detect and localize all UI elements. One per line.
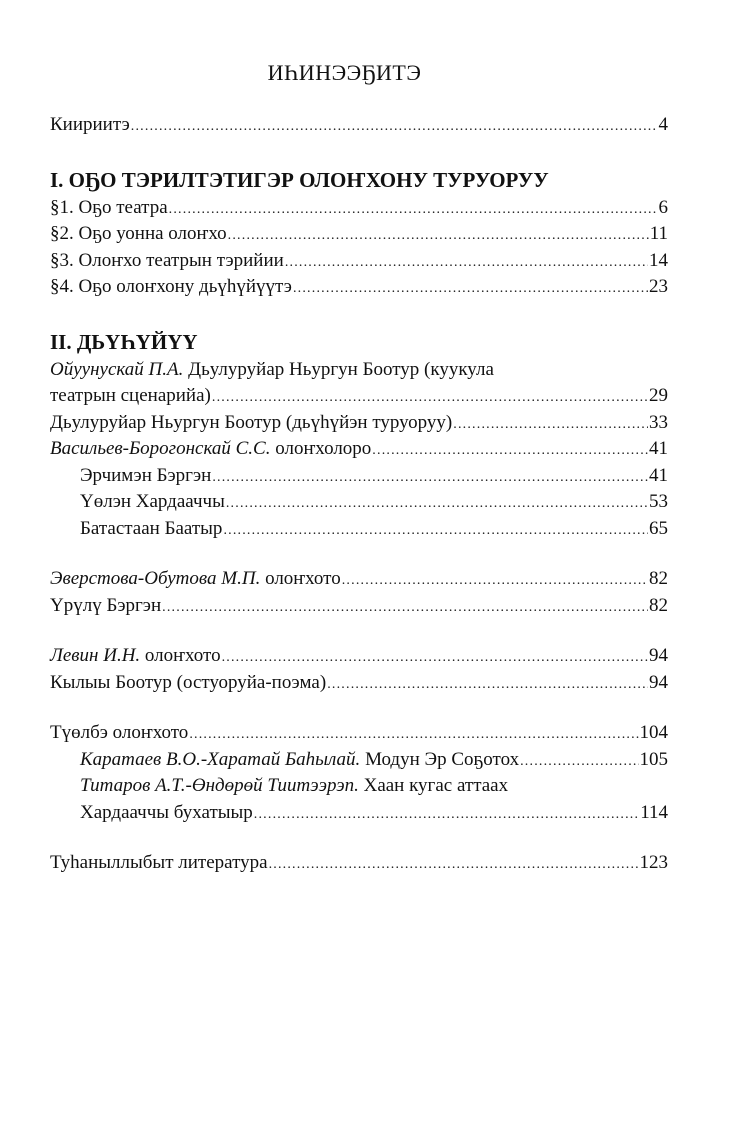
toc-entry-section-3[interactable] xyxy=(50,248,668,275)
toc-page-number: 33 xyxy=(649,411,668,433)
toc-entry-label: Туһаныллыбыт литература xyxy=(50,852,268,873)
toc-page-number: 11 xyxy=(649,223,668,244)
toc-entry-tuolbe[interactable] xyxy=(50,720,668,747)
toc-entry-label: Киириитэ xyxy=(50,114,130,135)
dot-leader xyxy=(342,568,648,595)
toc-entry-label xyxy=(80,773,508,800)
toc-entry-vasiliev[interactable] xyxy=(50,436,668,463)
table-of-contents xyxy=(50,112,668,877)
toc-entry-everstova[interactable] xyxy=(50,566,668,593)
toc-page-number: 53 xyxy=(649,491,668,512)
toc-entry-label xyxy=(50,436,371,463)
toc-entry-dramatization[interactable] xyxy=(50,410,668,437)
toc-entry-label: Түөлбэ олоҥхото xyxy=(50,722,189,743)
dot-leader xyxy=(131,114,658,141)
page-title: ИҺИНЭЭҔИТЭ xyxy=(267,60,422,85)
dot-leader xyxy=(189,722,638,749)
toc-page-number: 29 xyxy=(649,385,668,406)
toc-entry-section-1[interactable] xyxy=(50,195,668,222)
toc-entry-literature[interactable] xyxy=(50,850,668,877)
toc-page-number: 114 xyxy=(640,801,668,823)
toc-entry-label: §2. Оҕо уонна олоҥхо xyxy=(50,223,227,244)
author-name: Титаров А.Т.-Өндөрөй Тиитээрэп. xyxy=(80,775,359,796)
work-title-continued: театрын сценарийа) xyxy=(50,385,211,406)
toc-entry-oiunsky-line1[interactable] xyxy=(50,357,668,384)
toc-entry-oiunsky-line2[interactable] xyxy=(50,383,668,410)
toc-page-number: 23 xyxy=(649,276,668,297)
work-title: Модун Эр Соҕотох xyxy=(365,748,520,770)
toc-entry-titarov-line1[interactable] xyxy=(50,773,668,800)
dot-leader xyxy=(222,645,648,672)
toc-entry-batastaan[interactable] xyxy=(50,516,668,543)
dot-leader xyxy=(269,852,639,879)
toc-page-number: 105 xyxy=(639,748,668,770)
toc-page-number: 104 xyxy=(639,722,668,743)
toc-entry-urulu[interactable] xyxy=(50,593,668,620)
toc-entry-label xyxy=(50,643,221,670)
toc-entry-section-2[interactable] xyxy=(50,221,668,248)
author-name: Эверстова-Обутова М.П. xyxy=(50,568,261,589)
toc-page-number: 41 xyxy=(649,438,668,459)
toc-entry-intro[interactable] xyxy=(50,112,668,139)
toc-page-number: 82 xyxy=(649,594,668,616)
dot-leader xyxy=(254,802,639,829)
entry-suffix: олоҥхото xyxy=(144,645,221,666)
toc-page-number: 94 xyxy=(649,671,668,693)
work-title: Дьулуруйар Ньургун Боотур (куукула xyxy=(188,358,494,380)
toc-entry-label: §1. Оҕо театра xyxy=(50,196,168,218)
toc-entry-label: §3. Олоҥхо театрын тэрийии xyxy=(50,249,284,271)
part-1-heading-text: I. ОҔО ТЭРИЛТЭТИГЭР ОЛОҤХОНУ ТУРУОРУУ xyxy=(50,167,549,192)
dot-leader xyxy=(226,491,648,518)
toc-entry-label: Үөлэн Хардааччы xyxy=(80,491,225,512)
part-2-heading-text: II. ДЬҮҺҮЙҮҮ xyxy=(50,329,198,354)
dot-leader xyxy=(223,518,648,545)
toc-entry-label: Үрүлү Бэргэн xyxy=(50,594,162,616)
dot-leader xyxy=(212,385,648,412)
part-1-heading xyxy=(50,165,668,195)
toc-page-number: 123 xyxy=(639,852,668,873)
toc-entry-label: Эрчимэн Бэргэн xyxy=(80,464,212,486)
dot-leader xyxy=(453,412,648,439)
toc-entry-uolen[interactable] xyxy=(50,489,668,516)
work-title: Хаан кугас аттаах xyxy=(363,775,509,796)
dot-leader xyxy=(212,465,648,492)
work-title-continued: Хардааччы бухатыыр xyxy=(80,801,253,823)
toc-entry-label xyxy=(50,357,494,384)
dot-leader xyxy=(169,197,658,224)
toc-entry-titarov-line2[interactable] xyxy=(50,800,668,827)
toc-entry-label xyxy=(50,566,341,593)
toc-entry-section-4[interactable] xyxy=(50,274,668,301)
toc-page-number: 82 xyxy=(649,568,668,589)
dot-leader xyxy=(520,749,638,776)
toc-entry-label: Дьулуруйар Ньургун Боотур (дьүһүйэн туруоруу) xyxy=(50,411,453,433)
toc-entry-label: §4. Оҕо олоҥхону дьүһүйүүтэ xyxy=(50,276,292,297)
toc-page-number: 4 xyxy=(658,114,668,135)
dot-leader xyxy=(228,223,649,250)
author-name: Васильев-Борогонскай С.С. xyxy=(50,438,271,459)
toc-page-number: 65 xyxy=(649,517,668,539)
dot-leader xyxy=(162,595,648,622)
toc-entry-kylyy[interactable] xyxy=(50,670,668,697)
dot-leader xyxy=(285,250,648,277)
toc-entry-erchimen[interactable] xyxy=(50,463,668,490)
toc-entry-levin[interactable] xyxy=(50,643,668,670)
toc-entry-label: Батастаан Баатыр xyxy=(80,517,223,539)
entry-suffix: олоҥхото xyxy=(265,568,341,589)
toc-entry-label xyxy=(80,747,519,774)
dot-leader xyxy=(327,672,648,699)
toc-page-number: 6 xyxy=(658,196,668,218)
part-2-heading xyxy=(50,327,668,357)
dot-leader xyxy=(293,276,648,303)
dot-leader xyxy=(372,438,648,465)
toc-page-number: 14 xyxy=(649,249,668,271)
author-name: Ойуунускай П.А. xyxy=(50,358,184,380)
author-name: Левин И.Н. xyxy=(50,645,141,666)
toc-entry-label: Кылыы Боотур (остуоруйа-поэма) xyxy=(50,671,327,693)
author-name: Каратаев В.О.-Харатай Баһылай. xyxy=(80,748,361,770)
toc-page-number: 94 xyxy=(649,645,668,666)
toc-page-number: 41 xyxy=(649,464,668,486)
entry-suffix: олоҥхолоро xyxy=(275,438,372,459)
toc-entry-karataev[interactable] xyxy=(50,747,668,774)
